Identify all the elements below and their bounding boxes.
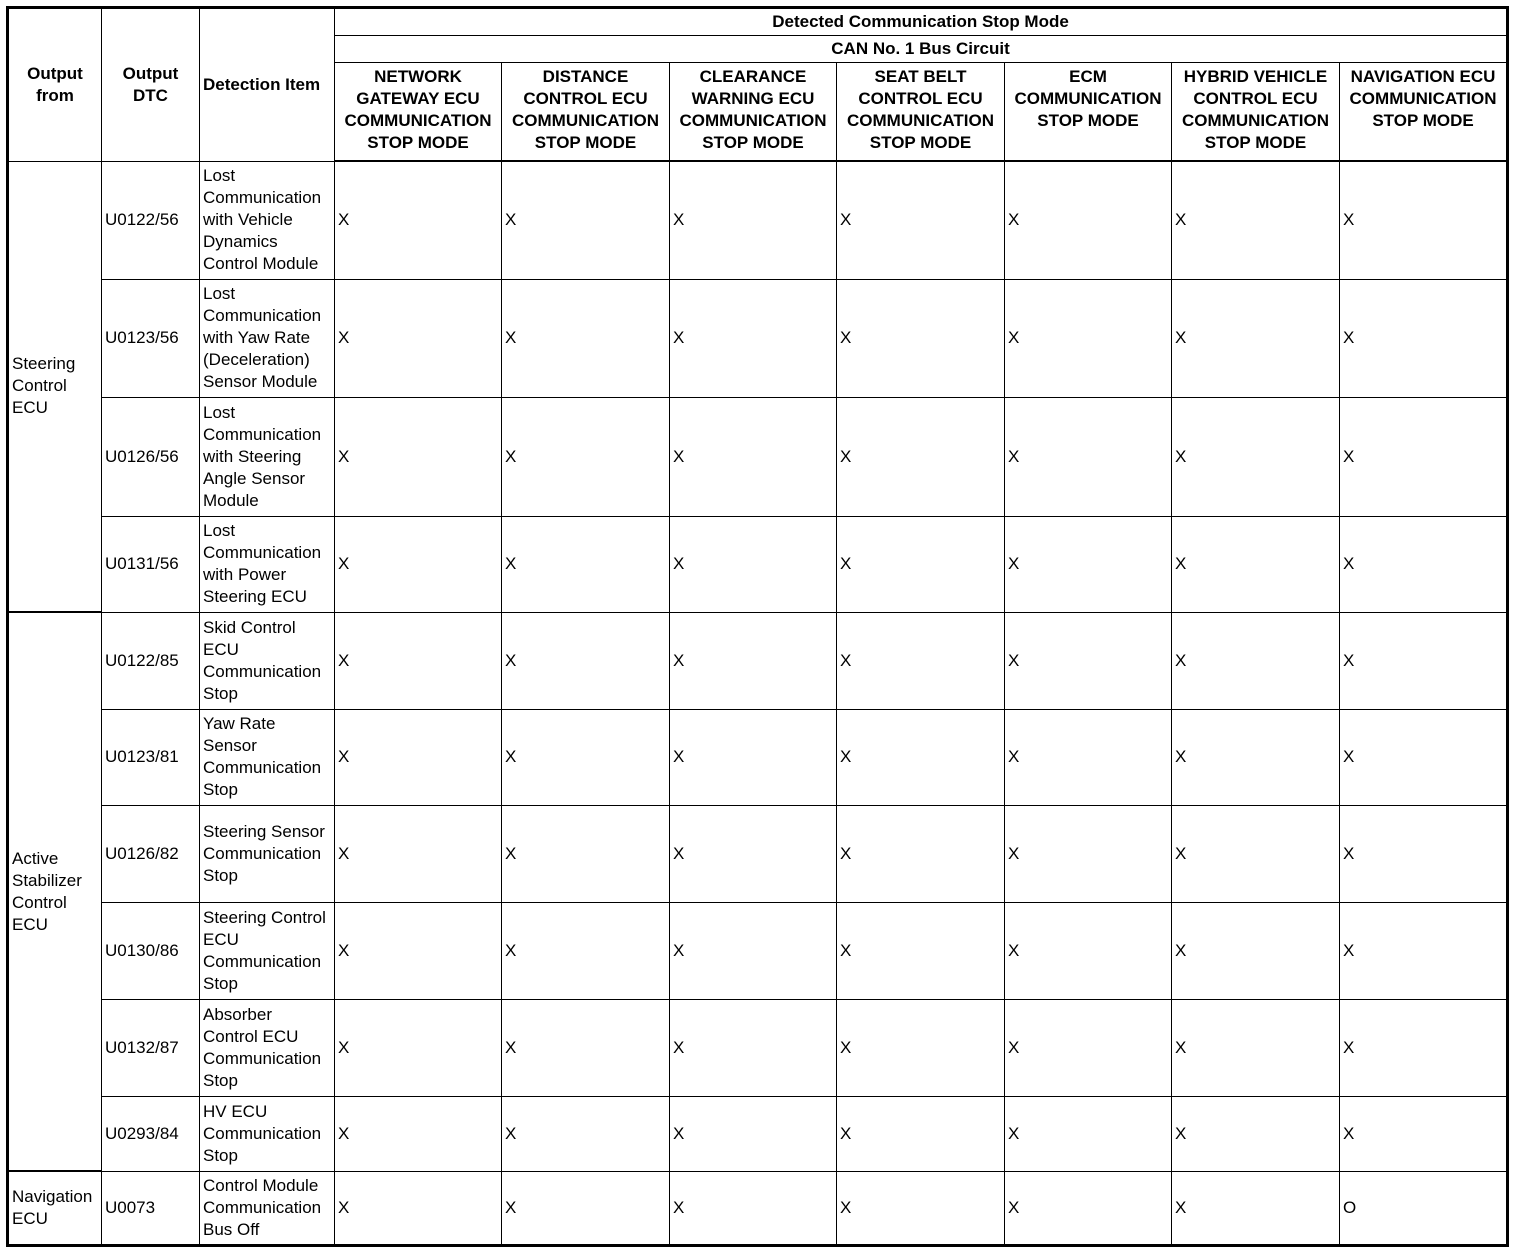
communication-stop-mode-table — [6, 6, 1509, 1247]
header-mode-clearance-warning: CLEARANCE WARNING ECU COMMUNICATION STOP MODE — [670, 63, 837, 162]
mode-mark-cell: X — [1005, 1171, 1172, 1245]
mode-mark-cell: X — [502, 902, 670, 999]
mode-mark-cell: X — [335, 902, 502, 999]
mode-mark-cell: X — [1005, 279, 1172, 397]
mode-mark-cell: X — [1005, 161, 1172, 279]
mode-mark-cell: X — [670, 999, 837, 1096]
mode-mark-cell: X — [1172, 1171, 1340, 1245]
mode-mark-cell: X — [1005, 612, 1172, 709]
detection-item-cell: Lost Communication with Power Steering ECU — [200, 516, 335, 612]
mode-mark-cell: X — [1005, 516, 1172, 612]
table-row — [8, 1096, 1508, 1171]
mode-mark-cell: X — [1005, 709, 1172, 805]
mode-mark-cell: X — [1172, 902, 1340, 999]
header-detection-item: Detection Item — [200, 8, 335, 162]
mode-mark-cell: X — [335, 161, 502, 279]
mode-mark-cell: X — [502, 709, 670, 805]
detection-item-cell: HV ECU Communication Stop — [200, 1096, 335, 1171]
dtc-cell: U0123/56 — [102, 279, 200, 397]
detection-item-cell: Yaw Rate Sensor Communication Stop — [200, 709, 335, 805]
mode-mark-cell: X — [1340, 709, 1508, 805]
dtc-cell: U0126/56 — [102, 397, 200, 516]
dtc-cell: U0123/81 — [102, 709, 200, 805]
dtc-cell: U0132/87 — [102, 999, 200, 1096]
dtc-cell: U0073 — [102, 1171, 200, 1245]
mode-mark-cell: X — [502, 1171, 670, 1245]
dtc-cell: U0122/85 — [102, 612, 200, 709]
mode-mark-cell: X — [335, 709, 502, 805]
mode-mark-cell: X — [1340, 612, 1508, 709]
detection-item-cell: Absorber Control ECU Communication Stop — [200, 999, 335, 1096]
mode-mark-cell: X — [1340, 805, 1508, 902]
mode-mark-cell: X — [1340, 999, 1508, 1096]
mode-mark-cell: X — [1172, 397, 1340, 516]
mode-mark-cell: X — [502, 161, 670, 279]
mode-mark-cell: X — [1005, 999, 1172, 1096]
mode-mark-cell: X — [670, 161, 837, 279]
mode-mark-cell: X — [335, 1096, 502, 1171]
mode-mark-cell: X — [837, 1096, 1005, 1171]
mode-mark-cell: X — [1340, 1096, 1508, 1171]
header-mode-navigation: NAVIGATION ECU COMMUNICATION STOP MODE — [1340, 63, 1508, 162]
table-row — [8, 709, 1508, 805]
dtc-cell: U0122/56 — [102, 161, 200, 279]
mode-mark-cell: X — [502, 516, 670, 612]
detection-item-cell: Skid Control ECU Communication Stop — [200, 612, 335, 709]
mode-mark-cell: X — [1340, 161, 1508, 279]
table-row — [8, 999, 1508, 1096]
table-row — [8, 612, 1508, 709]
mode-mark-cell: X — [670, 709, 837, 805]
mode-mark-cell: X — [335, 612, 502, 709]
mode-mark-cell: X — [837, 516, 1005, 612]
mode-mark-cell: X — [1172, 516, 1340, 612]
mode-mark-cell: X — [837, 902, 1005, 999]
mode-mark-cell: X — [502, 805, 670, 902]
mode-mark-cell: X — [502, 279, 670, 397]
mode-mark-cell: X — [670, 397, 837, 516]
header-output-dtc: Output DTC — [102, 8, 200, 162]
mode-mark-cell: X — [1172, 999, 1340, 1096]
mode-mark-cell: X — [1172, 805, 1340, 902]
dtc-cell: U0293/84 — [102, 1096, 200, 1171]
dtc-cell: U0130/86 — [102, 902, 200, 999]
mode-mark-cell: X — [670, 902, 837, 999]
mode-mark-cell: X — [1172, 1096, 1340, 1171]
mode-mark-cell: X — [670, 279, 837, 397]
mode-mark-cell: X — [335, 397, 502, 516]
detection-item-cell: Lost Communication with Vehicle Dynamics Control Module — [200, 161, 335, 279]
header-mode-hybrid-vehicle: HYBRID VEHICLE CONTROL ECU COMMUNICATION STOP MODE — [1172, 63, 1340, 162]
header-detected-mode: Detected Communication Stop Mode — [335, 8, 1508, 36]
table-row — [8, 805, 1508, 902]
detection-item-cell: Lost Communication with Steering Angle Sensor Module — [200, 397, 335, 516]
mode-mark-cell: X — [502, 1096, 670, 1171]
table-row — [8, 902, 1508, 999]
mode-mark-cell: X — [502, 397, 670, 516]
mode-mark-cell: X — [1340, 279, 1508, 397]
mode-mark-cell: X — [1172, 612, 1340, 709]
table-row — [8, 1171, 1508, 1245]
detection-item-cell: Steering Control ECU Communication Stop — [200, 902, 335, 999]
mode-mark-cell: X — [1005, 805, 1172, 902]
header-output-from: Output from — [8, 8, 102, 162]
mode-mark-cell: X — [837, 709, 1005, 805]
mode-mark-cell: X — [335, 1171, 502, 1245]
mode-mark-cell: X — [1172, 161, 1340, 279]
mode-mark-cell: X — [1005, 902, 1172, 999]
header-mode-network-gateway: NETWORK GATEWAY ECU COMMUNICATION STOP MODE — [335, 63, 502, 162]
mode-mark-cell: X — [837, 279, 1005, 397]
mode-mark-cell: X — [1005, 397, 1172, 516]
header-mode-ecm: ECM COMMUNICATION STOP MODE — [1005, 63, 1172, 162]
table-row — [8, 516, 1508, 612]
table-header — [8, 8, 1508, 162]
table-row — [8, 279, 1508, 397]
mode-mark-cell: X — [502, 612, 670, 709]
header-mode-seat-belt: SEAT BELT CONTROL ECU COMMUNICATION STOP MODE — [837, 63, 1005, 162]
header-bus-circuit: CAN No. 1 Bus Circuit — [335, 36, 1508, 63]
mode-mark-cell: X — [837, 805, 1005, 902]
table-row — [8, 161, 1508, 279]
detection-item-cell: Control Module Communication Bus Off — [200, 1171, 335, 1245]
output-from-cell: Navigation ECU — [8, 1171, 102, 1245]
mode-mark-cell: X — [502, 999, 670, 1096]
output-from-cell: Active Stabilizer Control ECU — [8, 612, 102, 1171]
mode-mark-cell: X — [1172, 709, 1340, 805]
mode-mark-cell: X — [837, 612, 1005, 709]
mode-mark-cell: X — [837, 999, 1005, 1096]
mode-mark-cell: X — [1340, 516, 1508, 612]
mode-mark-cell: X — [335, 516, 502, 612]
mode-mark-cell: X — [335, 999, 502, 1096]
header-mode-distance-control: DISTANCE CONTROL ECU COMMUNICATION STOP MODE — [502, 63, 670, 162]
mode-mark-cell: X — [670, 805, 837, 902]
mode-mark-cell: X — [670, 1096, 837, 1171]
mode-mark-cell: X — [670, 516, 837, 612]
mode-mark-cell: X — [670, 1171, 837, 1245]
detection-item-cell: Steering Sensor Communication Stop — [200, 805, 335, 902]
mode-mark-cell: X — [670, 612, 837, 709]
mode-mark-cell: X — [1340, 397, 1508, 516]
output-from-cell: Steering Control ECU — [8, 161, 102, 612]
table-row — [8, 397, 1508, 516]
mode-mark-cell: X — [1005, 1096, 1172, 1171]
mode-mark-cell: X — [837, 397, 1005, 516]
mode-mark-cell: X — [837, 1171, 1005, 1245]
mode-mark-cell: X — [335, 805, 502, 902]
dtc-cell: U0126/82 — [102, 805, 200, 902]
detection-item-cell: Lost Communication with Yaw Rate (Deceleration) Sensor Module — [200, 279, 335, 397]
mode-mark-cell: X — [1172, 279, 1340, 397]
dtc-cell: U0131/56 — [102, 516, 200, 612]
mode-mark-cell: O — [1340, 1171, 1508, 1245]
mode-mark-cell: X — [1340, 902, 1508, 999]
mode-mark-cell: X — [837, 161, 1005, 279]
table-body — [8, 161, 1508, 1245]
mode-mark-cell: X — [335, 279, 502, 397]
